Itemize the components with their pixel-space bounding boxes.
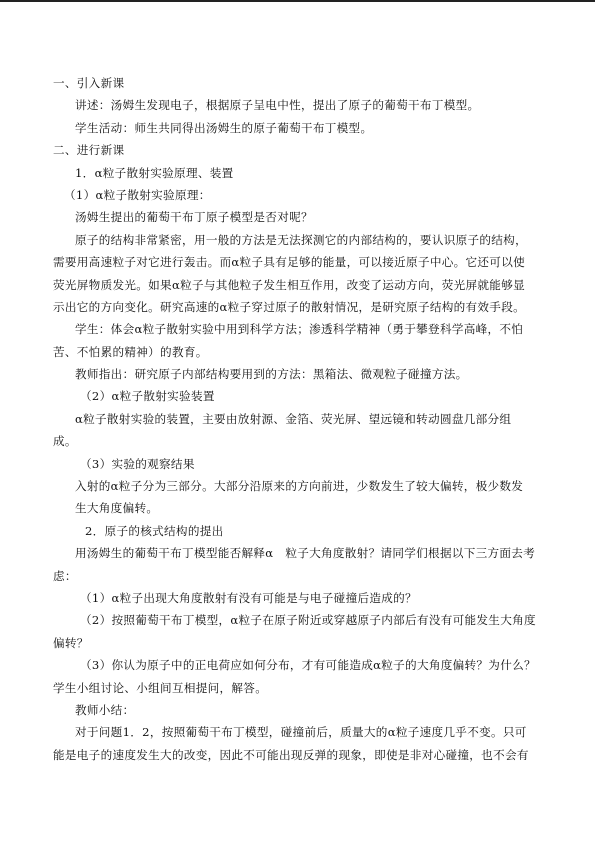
paragraph-line: 学生活动：师生共同得出汤姆生的原子葡萄干布丁模型。: [75, 120, 373, 135]
page-top-border: [0, 0, 595, 2]
paragraph-line: 对于问题1．2，按照葡萄干布丁模型，碰撞前后，质量大的α粒子速度几乎不变。只可: [75, 725, 527, 740]
paragraph-line: 教师小结：: [75, 702, 135, 717]
paragraph-line: 教师指出：研究原子内部结构要用到的方法：黑箱法、微观粒子碰撞方法。: [75, 367, 468, 382]
paragraph-line: 讲述：汤姆生发现电子，根据原子呈电中性，提出了原子的葡萄干布丁模型。: [75, 98, 480, 113]
paragraph-line: 虑：: [53, 568, 77, 583]
paragraph-line: 用汤姆生的葡萄干布丁模型能否解释α 粒子大角度散射？请同学们根据以下三方面去考: [75, 546, 536, 561]
subsection-item: （3）实验的观察结果: [80, 456, 195, 471]
subsection-heading: 2．原子的核式结构的提出: [85, 523, 224, 538]
paragraph-line: 原子的结构非常紧密，用一般的方法是无法探测它的内部结构的，要认识原子的结构，: [75, 232, 527, 247]
paragraph-line: 生大角度偏转。: [75, 501, 159, 516]
paragraph-line: 苦、不怕累的精神）的教育。: [53, 344, 208, 359]
document-page: [53, 72, 553, 766]
paragraph-line: 示出它的方向变化。研究高速的α粒子穿过原子的散射情况，是研究原子结构的有效手段。: [53, 299, 525, 314]
paragraph-line: 需要用高速粒子对它进行轰击。而α粒子具有足够的能量，可以接近原子中心。它还可以使: [53, 255, 525, 270]
question-item: （2）按照葡萄干布丁模型，α粒子在原子附近或穿越原子内部后有没有可能发生大角度: [80, 613, 536, 628]
question-item: （1）α粒子出现大角度散射有没有可能是与电子碰撞后造成的？: [80, 590, 417, 605]
paragraph-line: 能是电子的速度发生大的改变，因此不可能出现反弹的现象，即使是非对心碰撞，也不会有: [53, 747, 529, 762]
paragraph-line: 偏转？: [53, 635, 89, 650]
subsection-heading: 1．α粒子散射实验原理、装置: [75, 165, 234, 180]
paragraph-line: 入射的α粒子分为三部分。大部分沿原来的方向前进，少数发生了较大偏转，极少数发: [75, 479, 524, 494]
paragraph-line: 学生：体会α粒子散射实验中用到科学方法；渗透科学精神（勇于攀登科学高峰，不怕: [75, 322, 524, 337]
paragraph-line: 成。: [53, 434, 77, 449]
paragraph-line: 学生小组讨论、小组间互相提问，解答。: [53, 680, 268, 695]
question-item: （3）你认为原子中的正电荷应如何分布，才有可能造成α粒子的大角度偏转？为什么？: [80, 658, 536, 673]
paragraph-line: α粒子散射实验的装置，主要由放射源、金箔、荧光屏、望远镜和转动圆盘几部分组: [75, 411, 512, 426]
paragraph-line: 荧光屏物质发光。如果α粒子与其他粒子发生相互作用，改变了运动方向，荧光屏就能够显: [53, 277, 525, 292]
paragraph-line: 汤姆生提出的葡萄干布丁原子模型是否对呢？: [75, 210, 313, 225]
section-heading-intro: 一、引入新课: [53, 76, 125, 90]
subsection-item: （2）α粒子散射实验装置: [80, 389, 215, 404]
subsection-item: （1）α粒子散射实验原理：: [64, 187, 211, 202]
section-heading-new-lesson: 二、进行新课: [53, 143, 125, 158]
